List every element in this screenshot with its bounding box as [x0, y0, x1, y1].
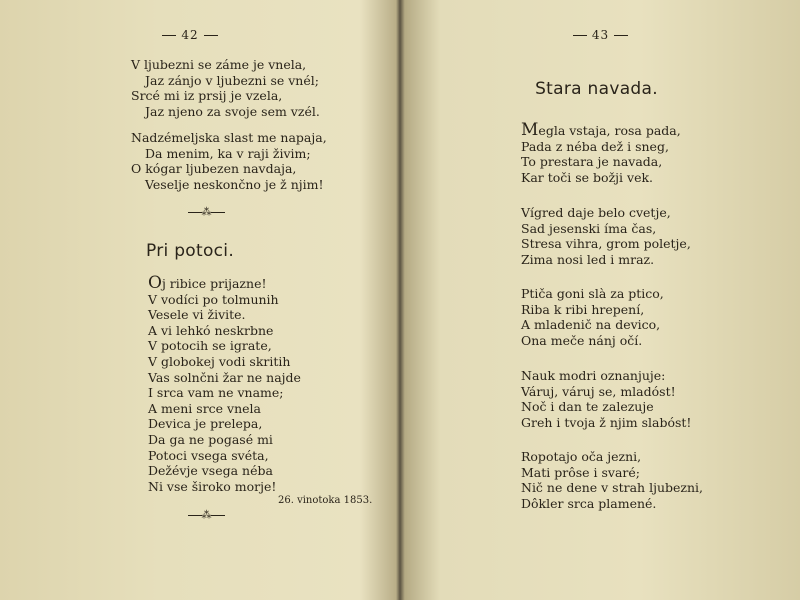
verse-line: Zima nosi led i mraz. [521, 251, 655, 267]
verse-line: Sad jesenski íma čas, [521, 220, 657, 236]
verse-line: Vígred daje belo cvetje, [521, 205, 671, 220]
verse-line: Jaz njeno za svoje sem vzél. [145, 103, 320, 119]
verse-line: Srcé mi iz prsij je vzela, [131, 88, 283, 104]
poem-title-right: Stara navada. [535, 79, 658, 99]
verse-line: Noč i dan te zalezuje [521, 399, 654, 415]
right-page [401, 0, 800, 600]
dateline: 26. vinotoka 1853. [278, 495, 373, 506]
verse-line: Vas solnčni žar ne najde [148, 369, 301, 385]
verse-line: Devica je prelepa, [148, 416, 263, 432]
verse-line: A meni srce vnela [148, 400, 261, 416]
stanza-right-4 [521, 368, 691, 430]
stanza-1 [131, 57, 320, 119]
verse-line: Vesele vi živite. [148, 307, 246, 323]
verse-line: Da menim, ka v raji živim; [145, 145, 311, 161]
verse-line: Dôkler srca plamené. [521, 495, 657, 511]
verse-line: Dežévje vsega néba [148, 463, 273, 479]
drop-cap: O [148, 273, 162, 293]
verse-line: Nauk modri oznanjuje: [521, 368, 666, 383]
verse-line: Jaz zánjo v ljubezni se vnél; [145, 72, 319, 88]
poem-body-left [148, 273, 301, 494]
end-ornament: ⁂ [176, 510, 236, 521]
verse-line: V ljubezni se záme je vnela, [131, 57, 307, 72]
verse-line: V globokej vodi skritih [148, 353, 291, 369]
verse-line: Váruj, váruj se, mladóst! [521, 383, 676, 399]
verse-line: Ropotajo oča jezni, [521, 449, 642, 464]
drop-cap: M [521, 120, 539, 140]
verse-line: A mladenič na devico, [521, 317, 661, 333]
page-number-left: 42 [0, 28, 390, 42]
stanza-right-1 [521, 120, 681, 185]
stanza-2 [131, 130, 327, 192]
verse-line: Mati prôse i svaré; [521, 464, 641, 480]
verse-line-first: Megla vstaja, rosa pada, [521, 120, 681, 140]
verse-line: Potoci vsega svéta, [148, 447, 269, 463]
poem-title-left: Pri potoci. [145, 241, 235, 261]
verse-line: O kógar ljubezen navdaja, [131, 161, 297, 177]
verse-line: A vi lehkó neskrbne [148, 322, 274, 338]
verse-line: I srca vam ne vname; [148, 385, 284, 401]
verse-line: V potocih se igrate, [148, 338, 272, 354]
verse-line: Ptiča goni slà za ptico, [521, 286, 664, 301]
stanza-right-3 [521, 286, 664, 348]
verse-line: Riba k ribi hrepení, [521, 301, 645, 317]
verse-line: Kar toči se božji vek. [521, 169, 654, 185]
verse-line: Veselje neskončno je ž njim! [145, 176, 324, 192]
verse-line: Nadzémeljska slast me napaja, [131, 130, 327, 145]
stanza-right-5 [521, 449, 703, 511]
verse-line: Pada z néba dež i sneg, [521, 138, 669, 154]
verse-line-first: Oj ribice prijazne! [148, 273, 267, 293]
verse-line: Da ga ne pogasé mi [148, 431, 273, 447]
verse-line: Nič ne dene v strah ljubezni, [521, 480, 704, 496]
verse-line: Ona meče nánj očí. [521, 332, 643, 348]
verse-line: Ni vse široko morje! [148, 478, 277, 494]
verse-line: Stresa vihra, grom poletje, [521, 236, 691, 252]
verse-line: V vodíci po tolmunih [148, 291, 279, 307]
stanza-right-2 [521, 205, 691, 267]
verse-line: To prestara je navada, [521, 154, 663, 170]
page-number-right: 43 [401, 28, 800, 42]
verse-line: Greh i tvoja ž njim slabóst! [521, 414, 692, 430]
ornament-divider: ⁂ [176, 207, 236, 218]
